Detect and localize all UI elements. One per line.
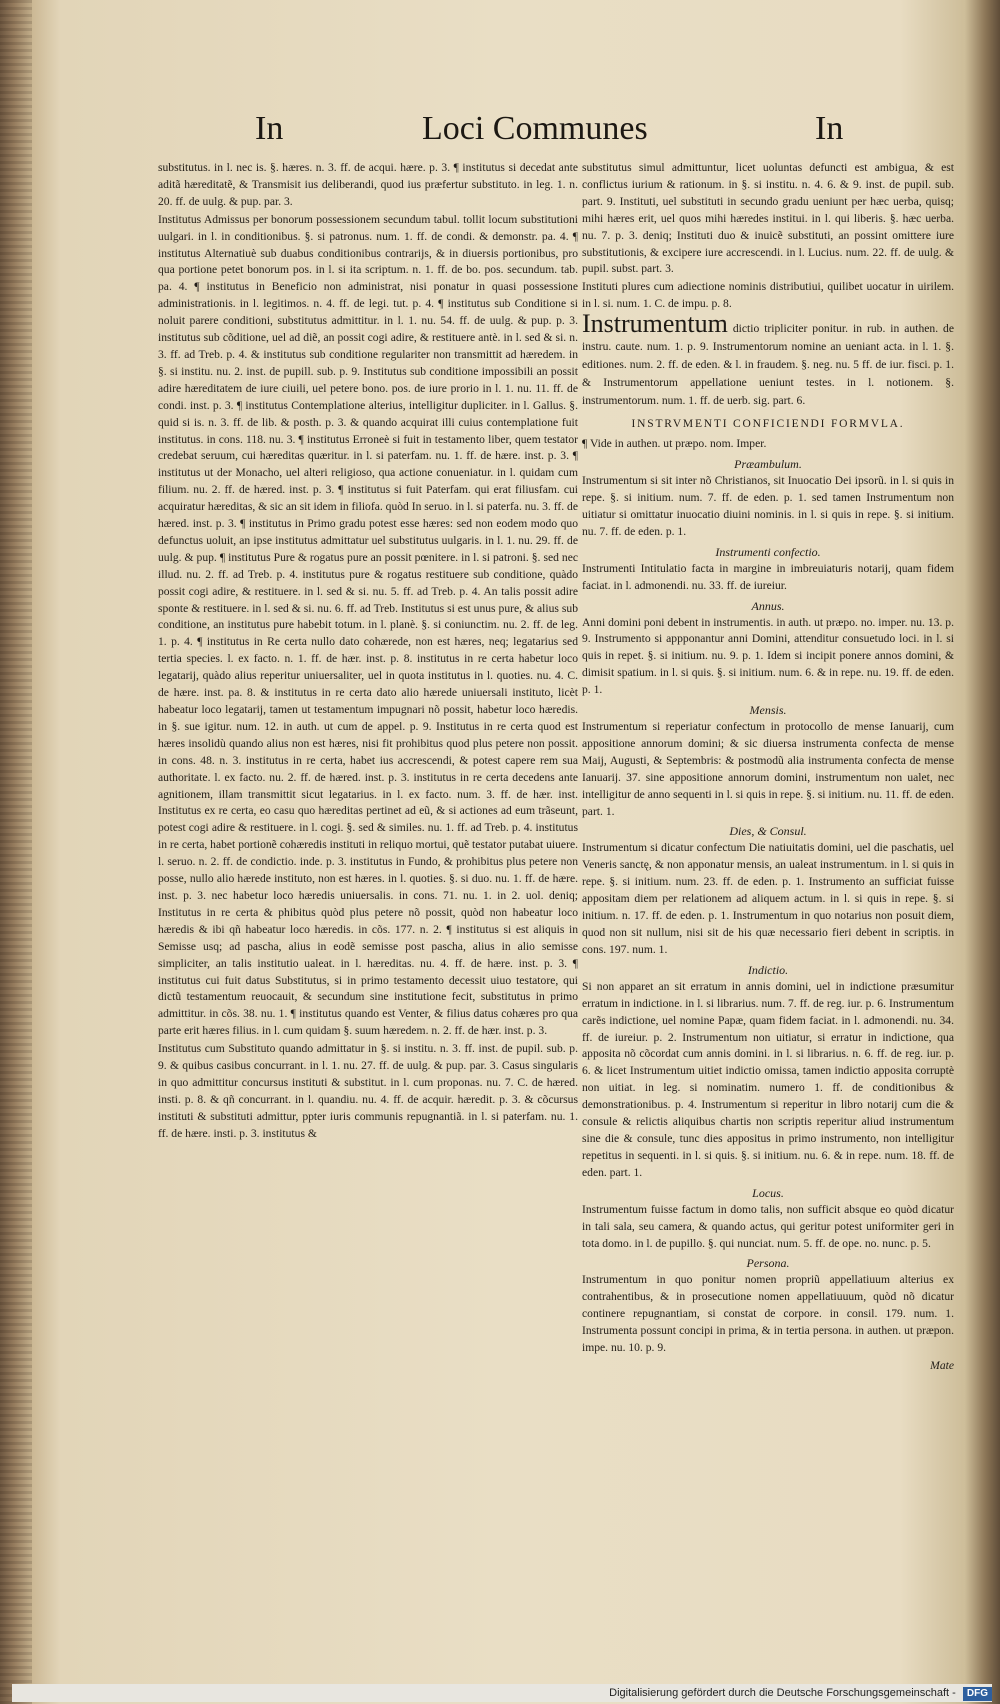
right-entry-continuation: substitutus simul admittuntur, licet uoluntas defuncti est ambigua, & est conflictus iurium & rationum. in §. si institu. n. 4. 6. & 9. inst. de pupil. sub. part. 9. Instituti, uel substituti in secundo gradu ueniunt per hæc uerba, quisq; mihi hæres erit, uel quos mihi hæredes institui. in l. qui liberis. §. hæc uerba. nu. 7. p. 3. deniq; Instituti duo & inuicẽ substituti, an possint omittere iure substitutionis, & excipere iure accrescendi. in l. Lucius. num. 22. ff. de uulg. & pupil. subst. part. 3.	[582, 161, 954, 276]
mensis-text: Instrumentum si reperiatur confectum in protocollo de mense Ianuarij, cum appositione annorum domini; & sic diuersa instrumenta confecta de mense Maij, Augusti, & Septembris: & postmodũ alia instrumenta confecta de mense Ianuarij. 37. sine appositione annorum domini, instrumentum non ualet, nec intelligitur de anno sequenti in l. si quis in repe. §. si initium. nu. 11. ff. de eden. part. 1.	[582, 720, 954, 818]
indictio-text: Si non apparet an sit erratum in annis domini, uel in indictione præsumitur erratum in indictione. in l. si librarius. num. 7. ff. de reg. iur. p. 6. Instrumentum carẽs indictione, uel nomine Papæ, quam fidem faciat. in l. admonendi. nu. 34. ff. de iureiur. p. 2. Instrumentum non uitiatur, si erratur in indictione, qua apposita nõ cõcordat cum annis domini. in l. si librarius. n. 6. ff. de reg. iur. p. 6. & licet Instrumentum uitiet indictio omissa, tamen indictio apposita corruptè non uitiat. in leg. si nominatim. numero 1. ff. de conditionibus & demonstrationibus. p. 4. Instrumentum si reperitur in libro notarij cum die & consule & relictis aliquibus chartis non scriptis reperitur aliud instrumentum sine die & consule, tunc dies appositus in primo instrumento, non intelligitur repetitus in sequenti. in l. si quis. §. si initium. nu. 6. & in repe. num. 18. ff. de eden. part. 1.	[582, 979, 954, 1179]
right-text-column	[582, 160, 954, 1374]
book-spine-edge	[0, 0, 32, 1704]
subheading-confectio: Instrumenti confectio.	[715, 544, 821, 559]
vide-reference: ¶ Vide in authen. ut præpo. nom. Imper.	[582, 437, 767, 451]
persona-text: Instrumentum in quo ponitur nomen propriũ appellatiuum alterius ex contrahentibus, & in prosecutione nomen appellatiuuum, quòd nõ dicatur continere repugnantiam, si constat de corpore. in consil. 179. num. 1. Instrumenta possunt concipi in prima, & in tertia persona. in authen. ut præpon. impe. nu. 10. p. 9.	[582, 1273, 954, 1355]
subheading-mensis: Mensis.	[749, 703, 787, 718]
annus-text: Anni domini poni debent in instrumentis. in auth. ut præpo. no. imper. nu. 13. p. 9. Instrumento si appponantur anni Domini, attenditur consuetudo loci. in l. si quis in repet. §. si initium. nu. 9. p. 1. Idem si incipit ponere annos domini, & dimisit spatium. in l. si quis. §. si initium. num. 6. & in repe. nu. 19. ff. de eden. p. 1.	[582, 615, 954, 697]
left-entry-continuation: substitutus. in l. nec is. §. hæres. n. 3. ff. de acqui. hære. p. 3. ¶ institutus si decedat ante aditã hæreditatẽ, & Transmisit ius deliberandi, quod ius præfertur substituto. in leg. 1. n. 20. ff. de uulg. & pup. par. 3.	[158, 161, 578, 208]
praeambulum-text: Instrumentum si sit inter nõ Christianos, sit Inuocatio Dei ipsorũ. in l. si quis in repe. §. si initium. num. 7. ff. de eden. p. 1. sed tamen Instrumentum non uitiatur si omittatur inuocatio diuini nominis. in l. si quis in repe. §. si initium. nu. 7. ff. de eden. p. 1.	[582, 474, 954, 538]
header-right-word: In	[815, 110, 844, 147]
subheading-locus: Locus.	[752, 1185, 784, 1200]
running-header	[0, 110, 1000, 150]
subheading-praeambulum: Præambulum.	[734, 457, 802, 472]
locus-text: Instrumentum fuisse factum in domo talis, non sufficit absque eo quòd dicatur in tali sala, seu camera, & quando actus, qui geritur potest uniformiter geri in tota domo. in l. de pupillo. §. qui nunciat. num. 5. ff. de ope. no. nunc. p. 5.	[582, 1202, 954, 1250]
left-text-column	[158, 160, 578, 1144]
subheading-annus: Annus.	[751, 598, 785, 613]
subheading-dies: Dies, & Consul.	[729, 824, 807, 839]
header-left-word: In	[255, 110, 284, 147]
left-entry-institutus-admissus: Institutus Admissus per bonorum possessionem secundum tabul. tollit locum substitutioni uulgari. in l. in conditionibus. §. si patronus. num. 1. ff. de condi. & demonstr. pa. 4. ¶ institutus Alternatiuè sub duabus conditionibus contrarijs, & in diuersis portionibus, pro qua portione petet bonorum pos. in l. si ita scriptum. n. 1. ff. de bo. pos. secundum. tab. pa. 4. ¶ institutus in Beneficio non administrat, nisi ponatur in quasi possessione administrationis. in l. legitimos. n. 4. ff. de legi. tut. p. 4. ¶ institutus sub Conditione si noluit parere conditioni, substitutus admittitur. in l. 1. nu. 54. ff. de uulg. & pup. p. 3. institutus sub cõditione, uel ad diẽ, an possit cogi adire, & restituere antè. in l. sed & si. n. 3. ff. ad Treb. p. 4. & institutus sub conditione regulariter non transmittit ad hæredem. in §. si institu. nu. 2. inst. de pupill. sub. p. 9. Institutus sub conditione impossibili an possit adire hæreditatem de iure ciuili, uel petere bono. pos. de iure prorio in l. 1. nu. 11. ff. de condi. inst. p. 3. ¶ institutus Contemplatione alterius, intelligitur dupliciter. in l. Gallus. §. quid si is. n. 3. ff. de lib. & posth. p. 3. & quando acquirat illi cuius contemplatione fuit institutus. in cons. 118. nu. 3. ¶ institutus Erroneè si fuit in testamento liber, quem testator credebat seruum, cui hæreditas quæritur. in l. si paterfam. nu. 1. ff. de hære. inst. p. 3. ¶ institutus ut der Monacho, uel alteri religioso, qua actione conueniatur. in l. quidam cum filium. nu. 2. ff. de hæred. inst. p. 3. ¶ institutus si fuit Paterfam. qui erat filiusfam. cui acquiratur hæreditas, & sic an sit idem in filiofa. quòd In seruo. in l. si paterfa. nu. 3. ff. de hæred. inst. p. 3. ¶ institutus in Primo gradu potest esse hæres: sed non eodem modo quo defunctus uoluit, an ipse institutus admittatur uel substitutus uulgaris. in l. 1. nu. 29. ff. de uulg. & pup. ¶ institutus Pure & rogatus pure an possit pœnitere. in l. si patroni. §. sed nec illud. nu. 2. ff. ad Treb. p. 4. institutus pure & rogatus restituere sub conditione, quàdo possit cogi adire, & restituere. in l. sed & si. nu. 5. ff. ad Treb. p. 4. An talis possit adire sponte & restituere. in l. sed & si. nu. 6. ff. ad Treb. Institutus si est unus pure, & alius sub conditione, an institutus pure habebit totum. in l. planè. §. si coniunctim. nu. 2. ff. de leg. 1. p. 4. ¶ institutus in Re certa nullo dato cohærede, non est hæres, neq; legatarius sed tertia species. l. ex facto. n. 1. ff. de hær. inst. p. 8. institutus in re certa habetur loco legatarij, quàdo alius reperitur uniuersaliter, uel in quota institutus in l. quoties. nu. 4. C. de hære. inst. pa. 8. & institutus in re certa dato alio hærede uniuersali instituto, licèt habeatur loco legatarij, tamen ut testamentum impugnari nõ possit, habetur loco hæredis. in §. sue igitur. num. 12. in auth. ut cum de appel. p. 9. Institutus in re certa quod est hæres insolidù quando alius non est hæres, nisi fit prohibitus quod plus petere non possit. in cons. 48. n. 3. institutus in re certa, habet ius accrescendi, & potest capere rem sua authoritate. l. ex facto. nu. 2. ff. de hæred. inst. p. 3. institutus in re certa decedens ante agnitionem, illam transmittit sicut legatarius. in l. ex facto. num. 3. ff. de hær. inst. Institutus ex re certa, eo casu quo hæreditas pertinet ad eũ, & si actiones ad eum trãseunt, potest cogi adire & restituere. in l. cogi. §. sed & similes. nu. 1. ff. ad Treb. p. 4. institutus in re certa, habet portionẽ cohæredis instituti in reliquo mortui, quẽ testator putabat uiuere. l. seruo. n. 2. ff. de condictio. inde. p. 3. institutus in Fundo, & prohibitus plus petere non posse, nullo alio hærede instituto, non est hæres. in l. quoties. §. si duo. nu. 1. ff. de hære. inst. p. 3. nec habetur loco hæredis uniuersalis. in cons. 71. nu. 1. in 2. uol. deniq; Institutus in re certa & phibitus quòd plus petere nõ possit, quòd non habeatur loco hæredis & ibi qñ habeatur loco hæredis. in cõs. 177. n. 2. ¶ institutus si est aliquis in Semisse usq; ad pascha, alius in eodẽ semisse post pascha, alius in alio semisse simpliciter, an talis institutio ualeat. in l. hæreditas. nu. 4. ff. de hære. inst. p. 3. ¶ institutus cui fuit datus Substitutus, si in primo testamento decessit uiuo testatore, qui dictũ testamentum reuocauit, & secundum sine institutione fecit, substitutus in primo admittitur. in cõs. 38. nu. 1. ¶ institutus quando est Venter, & filius datus cohæres pro qua parte erit hæres filius. in l. cum quidam §. suum hæredem. n. 2. ff. de hær. inst. p. 3.	[158, 212, 578, 1038]
formula-title: INSTRVMENTI CONFICIENDI FORMVLA.	[631, 418, 905, 431]
digitization-credit-bar	[12, 1684, 992, 1702]
instrumentum-entry	[582, 309, 954, 410]
header-title: Loci Communes	[422, 110, 648, 147]
subheading-indictio: Indictio.	[747, 962, 789, 977]
confectio-text: Instrumenti Intitulatio facta in margine in imbreuiaturis notarij, quam fidem faciat. in l. admonendi. nu. 33. ff. de iureiur.	[582, 561, 954, 592]
dies-text: Instrumentum si dicatur confectum Die natiuitatis domini, uel die paschatis, uel Veneris sanctę, & non apponatur mensis, an ualeat instrumentum. in l. si quis in repe. §. si initium. num. 23. ff. de eden. p. 1. Instrumento an sufficiat fuisse appositam diem per relationem ad aliquem actum. in l. si quis in repe. §. si initium. n. 17. ff. de eden. p. 1. Instrumentum in quo notarius non posuit diem, quod non sit nullum, nisi sit de his quæ necessario fieri debent in scriptis. in cons. 197. num. 1.	[582, 841, 954, 956]
left-entry-institutus-cum-substituto: Institutus cum Substituto quando admittatur in §. si institu. n. 3. ff. inst. de pupil. sub. p. 9. & quibus casibus concurrant. in l. 1. nu. 27. ff. de uulg. & pup. par. 3. Casus singularis in quo admittitur concursus instituti & substitut. in l. cum proponas. nu. 7. C. de hæred. insti. p. 8. & qñ concurrant. in l. quandiu. nu. 4. ff. de acquir. hæredit. p. 3. & cõcursus instituti & substituti admittur, ppter iuris communis repugnantiã. in l. si paterfam. nu. 1. ff. de hære. insti. p. 3. institutus &	[158, 1042, 578, 1140]
instrumentum-definition: dictio tripliciter ponitur. in rub. in authen. de instru. caute. num. 1. p. 9. Instrumentorum nomine an ueniant acta. in l. 1. §. editiones. num. 2. ff. de eden. & l. in fraudem. §. neg. nu. 5 ff. de iur. fisci. p. 1. & Instrumentorum appellatione ueniunt testes. in l. notionem. §. instrumentorum. num. 1. ff. de uerb. sig. part. 6.	[582, 322, 954, 408]
catchword: Mate	[930, 1358, 954, 1372]
dfg-logo: DFG	[963, 1687, 992, 1701]
instrumentum-headword: Instrumentum	[582, 309, 728, 339]
right-entry-instituti-plures: Instituti plures cum adiectione nominis distributiui, quilibet uocatur in uirilem. in l. si. num. 1. C. de impu. p. 8.	[582, 280, 954, 311]
credit-text: Digitalisierung gefördert durch die Deutsche Forschungsgemeinschaft -	[609, 1687, 956, 1699]
subheading-persona: Persona.	[746, 1256, 790, 1271]
